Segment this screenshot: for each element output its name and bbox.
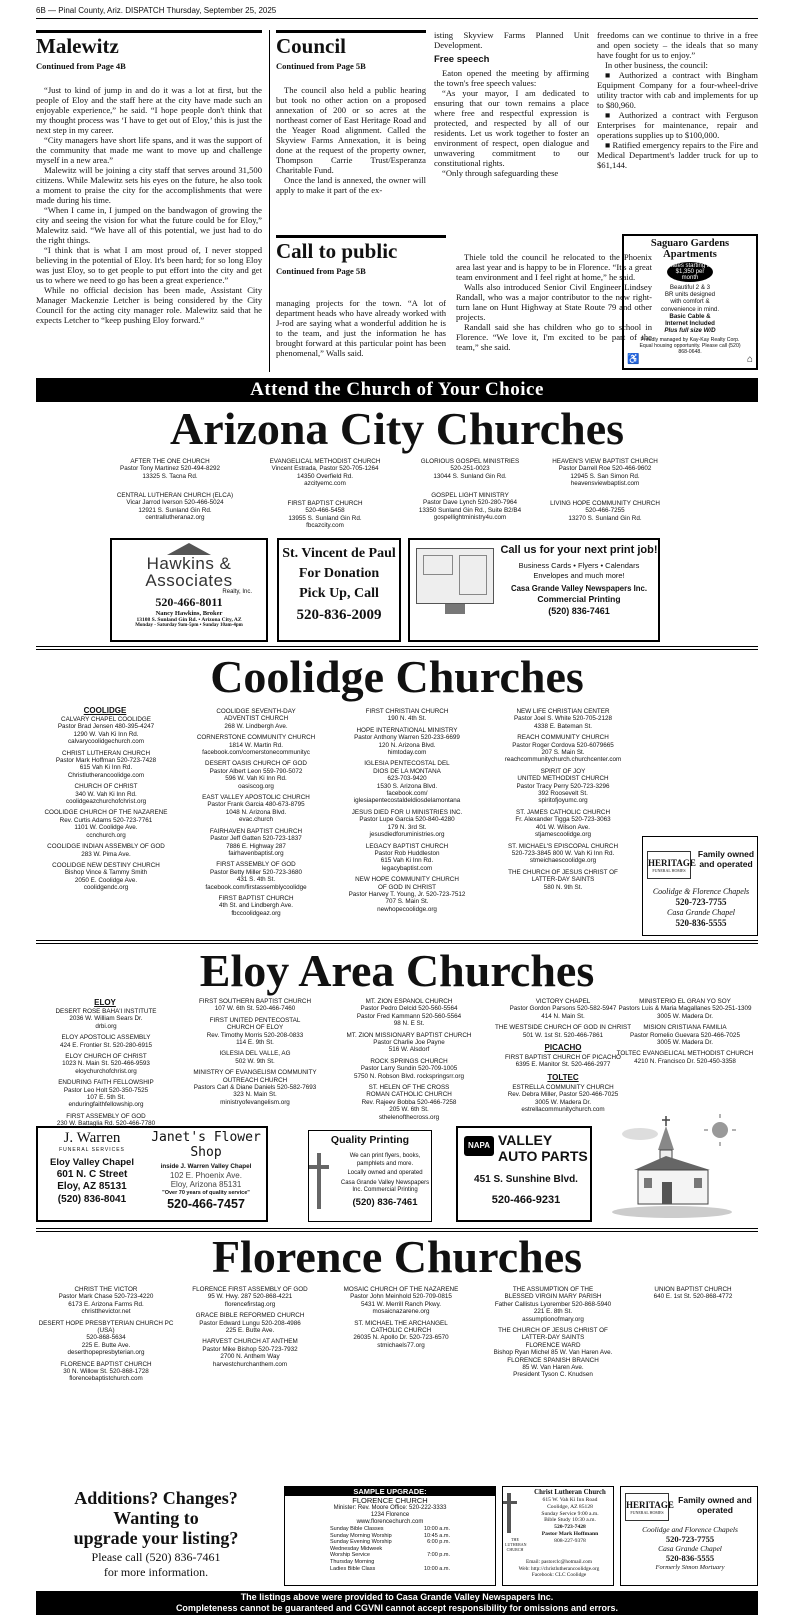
hawkins-name: Hawkins & Associates	[145, 554, 233, 590]
lutheran-facebook: Facebook: CLC Coolidge	[531, 1572, 587, 1578]
warren-logo-sub: FUNERAL SERVICES	[59, 1147, 125, 1153]
church-listing: SPIRIT OF JOY UNITED METHODIST CHURCH Pastor Tracy Perry 520-723-3296 392 Roosevelt St. spiritofjoyumc.org	[516, 767, 610, 805]
stvincent-line: For Donation	[298, 566, 380, 581]
church-listing: MT. ZION ESPANOL CHURCH Pastor Pedro Delcid 520-560-5564 Pastor Fred Kammann 520-560-5564 98 N. E St.	[356, 998, 462, 1028]
napa-logo: NAPA	[464, 1136, 494, 1156]
sample-upgrade-ad	[284, 1486, 496, 1586]
eloy-title: Eloy Area Churches	[199, 945, 595, 996]
coolidge-col-4	[488, 708, 638, 895]
heritage-chapel2: Casa Grande Chapel	[658, 1544, 722, 1553]
qprint-phone: (520) 836-7461	[352, 1196, 418, 1208]
sample-time-label: Thursday Morning	[330, 1558, 375, 1565]
heritage-slogan: Family owned and operated	[678, 1495, 752, 1515]
qprint-title: Quality Printing	[330, 1134, 410, 1146]
qprint-line: Casa Grande Valley Newspapers Inc. Commercial Printing	[340, 1179, 430, 1193]
sample-time-value: 10:00 a.m.	[424, 1526, 450, 1532]
lutheran-web: Web: http://christlutherancoolidge.org	[518, 1565, 600, 1572]
sample-minister: Minister: Rev. Moore Office: 520-222-3333	[333, 1505, 447, 1511]
church-listing: ENDURING FAITH FELLOWSHIP Pastor Leo Holt 520-350-7525 107 E. 5th St. enduringfaithfellowship.org	[58, 1079, 154, 1109]
church-listing: CHURCH OF CHRIST 340 W. Vah Ki Inn Rd. coolidgeazchurchofchrist.org	[65, 783, 147, 806]
council-paragraph: freedoms can we continue to thrive in a free and open society – the ideals that so many have fought for us to enjoy.”	[597, 30, 758, 60]
saguaro-footer: Proudly managed by Kay-Kay Realty Corp. Equal housing opportunity. Please call (520) 868-0648.	[639, 337, 741, 356]
church-listing: FAIRHAVEN BAPTIST CHURCH Pastor Jeff Gatten 520-723-1837 7886 E. Highway 287 fairhavenbaptist.org	[209, 827, 303, 857]
heritage-ad[interactable]	[642, 836, 758, 936]
church-listing: ST. MICHAEL THE ARCHANGEL CATHOLIC CHURCH 26035 N. Apollo Dr. 520-723-6570 stmichaels77.org	[353, 1319, 449, 1349]
flower-line: 102 E. Phoenix Ave.	[170, 1171, 242, 1180]
saguaro-line: Internet Included	[665, 320, 715, 328]
church-listing: THE CHURCH OF JESUS CHRIST OF LATTER-DAY SAINTS 580 N. 9th St.	[508, 868, 618, 891]
council-story	[276, 30, 426, 195]
church-listing: COOLIDGE SEVENTH-DAY ADVENTIST CHURCH 268 W. Lindbergh Ave.	[216, 708, 296, 730]
church-listing: ST. MICHAEL'S EPISCOPAL CHURCH 520-723-3845 800 W. Vah Ki Inn Rd. stmeichaescoolidge.org	[507, 842, 619, 865]
saguaro-line: Basic Cable &	[669, 312, 711, 320]
council-paragraph: ■ Ratified emergency repairs to the Fire and Medical Department's ladder truck for up to $61,144.	[597, 140, 758, 170]
church-listing: IGLESIA DEL VALLE, AG 502 W. 9th St.	[219, 1050, 291, 1065]
church-listing: MT. ZION MISSIONARY BAPTIST CHURCH Pastor Charlie Joe Payne 516 W. Alsdorf	[346, 1031, 472, 1054]
warren-line: Eloy, AZ 85131	[57, 1181, 127, 1192]
cross-icon	[317, 1153, 321, 1209]
warren-ad[interactable]	[36, 1126, 268, 1222]
church-listing: FIRST UNITED PENTECOSTAL CHURCH OF ELOY Rev. Timothy Morris 520-208-0833 114 E. 9th St.	[206, 1016, 304, 1047]
church-listing: REACH COMMUNITY CHURCH Pastor Roger Cordova 520-6079665 207 S. Main St. reachcommunitychurch.churchcenter.com	[504, 734, 622, 764]
coolidge-section-head: COOLIDGE	[83, 706, 127, 715]
call-paragraph: Randall said she has children who go to school in Florence. “We love it, I'm excited to be part of the team,” she said.	[456, 322, 652, 352]
call-paragraph: Thiele told the council he relocated to the Phoenix area last year and is happy to be in Florence. “It's a great team environment and I feel right at home,” he said.	[456, 252, 652, 282]
heritage-phone: 520-836-5555	[675, 918, 727, 928]
call-paragraph: Walls also introduced Senior Civil Engineer Lindsey Randall, who was a major contributor to the new right-turn lane on Hunt Highway at State Route 79 and other projects.	[456, 282, 652, 322]
church-listing: FIRST BAPTIST CHURCH 520-466-5458 13955 S. Sunland Gin Rd. fbcazcity.com	[287, 500, 363, 530]
news-section	[36, 30, 758, 376]
monitor-stand-icon	[445, 604, 465, 614]
print-phone: (520) 836-7461	[548, 606, 610, 616]
coolidge-col-2	[182, 708, 330, 921]
heritage-logo: HERITAGE FUNERAL HOMES	[647, 851, 691, 879]
napa-ad[interactable]	[456, 1126, 592, 1222]
saguaro-line: Beautiful 2 & 3	[669, 284, 711, 291]
saguaro-line: convenience in mind.	[660, 305, 720, 313]
church-listing: COOLIDGE INDIAN ASSEMBLY OF GOD 283 W. Pima Ave.	[47, 843, 165, 858]
lutheran-pastor: Pastor Mark Hoffmann	[541, 1530, 599, 1537]
stvincent-line: St. Vincent de Paul	[282, 546, 396, 561]
page-folio: 6B — Pinal County, Ariz. DISPATCH Thursday, September 25, 2025	[36, 6, 277, 15]
additions-line: upgrade your listing?	[73, 1528, 239, 1548]
additions-line: for more information.	[103, 1565, 209, 1579]
warren-phone: (520) 836-8041	[57, 1194, 127, 1205]
council-subhead: Free speech	[434, 54, 490, 65]
church-listing: FIRST BAPTIST CHURCH 4th St. and Lindbergh Ave. fbccoolidgeaz.org	[218, 894, 294, 917]
church-listing: GLORIOUS GOSPEL MINISTRIES 520-251-0023 13044 S. Sunland Gin Rd.	[420, 458, 520, 480]
print-company: Casa Grande Valley Newspapers Inc.	[510, 584, 648, 593]
saguaro-line: with comfort &	[670, 298, 710, 306]
sample-time-label: Sunday Morning Worship	[330, 1532, 392, 1539]
toltec-section-head: TOLTEC	[547, 1072, 579, 1082]
accessibility-icon: ♿	[627, 354, 640, 365]
church-listing: DESERT ROSE BAHA'I INSTITUTE 2036 W. William Sears Dr. drbi.org	[55, 1008, 157, 1030]
council-column-2	[434, 30, 589, 178]
church-listing: HEAVEN'S VIEW BAPTIST CHURCH Pastor Darrell Roe 520-466-9602 12945 S. San Simon Rd. heavensviewbaptist.com	[552, 458, 658, 488]
heritage-formerly: Formerly Simon Mortuary	[655, 1564, 725, 1571]
church-listing: DESERT HOPE PRESBYTERIAN CHURCH PC (USA) 520-868-5634 225 E. Butte Ave. deserthopepresbyterian.org	[38, 1319, 174, 1357]
lutheran-line: 615 W. Vah Ki Inn Road	[542, 1497, 598, 1503]
church-listing: GOSPEL LIGHT MINISTRY Pastor Dave Lynch 520-280-7964 13350 Sunland Gin Rd., Suite B2/B4 gospellightministry4u.com	[418, 492, 522, 522]
lutheran-title: Christ Lutheran Church	[534, 1489, 606, 1496]
sample-time-value: 10:45 a.m.	[424, 1532, 450, 1539]
saguaro-title: Saguaro Gardens Apartments	[650, 238, 730, 260]
flower-title: Janet's Flower Shop	[151, 1130, 261, 1160]
church-listing: FIRST ASSEMBLY OF GOD 230 W. Battaglia Rd. 520-466-7780	[56, 1112, 156, 1128]
section-rule	[36, 940, 758, 944]
church-listing: CENTRAL LUTHERAN CHURCH (ELCA) Vicar Jarrod Iverson 520-466-5024 12921 S. Sunland Gin Rd. centrallutheranaz.org	[116, 492, 234, 522]
sample-time-value: 7:00 p.m.	[427, 1552, 450, 1559]
sample-time-row	[330, 1566, 450, 1573]
church-listing: FIRST BAPTIST CHURCH OF PICACHO 6395 E. Manitor St. 520-466-2977	[505, 1054, 621, 1069]
church-listing: THE CHURCH OF JESUS CHRIST OF LATTER-DAY SAINTS FLORENCE WARD Bishop Ryan Michel 85 W. Van Haren Ave. FLORENCE SPANISH BRANCH 85 W. Van Haren Ave. President Tyson C. Knudsen	[493, 1327, 613, 1379]
church-listing: FIRST CHRISTIAN CHURCH 190 N. 4th St.	[365, 708, 449, 723]
malewitz-paragraph: While no official decision has been made, Assistant City Manager Mackenzie Letcher is being considered by the City Council for the acting city manager role. Malewitz said that he expects Letcher to “keep pushing Eloy forward.”	[36, 285, 262, 325]
malewitz-continued: Continued from Page 4B	[36, 61, 126, 71]
malewitz-headline: Malewitz	[36, 30, 262, 59]
church-listing: COOLIDGE CHURCH OF THE NAZARENE Rev. Curtis Adams 520-723-7761 1101 W. Coolidge Ave. ccnchurch.org	[44, 809, 168, 839]
lutheran-phone: 520-723-7428	[554, 1524, 586, 1531]
church-listing: FLORENCE FIRST ASSEMBLY OF GOD 95 W. Hwy. 287 520-868-4221 florencefirstag.org	[192, 1286, 308, 1308]
footer-line: Completeness cannot be guaranteed and CGVNI cannot accept responsibility for omissions and errors.	[175, 1603, 619, 1613]
church-listing: COOLIDGE NEW DESTINY CHURCH Bishop Vince & Tammy Smith 2050 E. Coolidge Ave. coolidgendc.org	[52, 861, 160, 892]
print-line: Commercial Printing	[537, 594, 621, 604]
eloy-col-1	[36, 1008, 176, 1132]
church-listing: CORNERSTONE COMMUNITY CHURCH 1814 W. Martin Rd. facebook.com/cornerstonecommunityc	[196, 734, 316, 757]
print-line: Business Cards • Flyers • Calendars	[518, 561, 640, 570]
malewitz-paragraph: “When I came in, I jumped on the bandwagon of growing the city and seeing the vision for what the future could be for Eloy,” Malewitz said. “We have all of this potential, we just had to do the right things.	[36, 205, 262, 245]
sample-time-value: 6:00 p.m.	[427, 1539, 450, 1546]
additions-line: Additions? Changes?	[74, 1488, 238, 1508]
church-listing: NEW HOPE COMMUNITY CHURCH OF GOD IN CHRIST Pastor Harvey T. Young, Jr. 520-723-7512 707 S. Main St. newhopecoolidge.org	[348, 876, 466, 913]
monitor-icon	[416, 548, 494, 604]
saguaro-line: BR units designed	[664, 291, 716, 299]
print-headline: Call us for your next print job!	[500, 544, 658, 556]
lutheran-line: Sunday Service 9:00 a.m.	[541, 1510, 599, 1517]
church-listing: ROCK SPRINGS CHURCH Pastor Larry Sundin 520-709-1005 5750 N. Robson Blvd. rockspringsrr.org	[354, 1057, 464, 1080]
council-headline: Council	[276, 30, 426, 59]
flower-line: inside J. Warren Valley Chapel	[160, 1163, 252, 1170]
eloy-col-2	[180, 998, 330, 1110]
saguaro-badge: Rates starting at $1,350 per month	[668, 263, 712, 281]
heritage-logo: HERITAGE FUNERAL HOMES	[625, 1493, 669, 1521]
sample-time-label: Ladies Bible Class	[330, 1565, 376, 1572]
hawkins-broker: Nancy Hawkins, Broker	[155, 610, 223, 617]
additions-line: Please call (520) 836-7461	[91, 1550, 221, 1564]
church-listing: NEW LIFE CHRISTIAN CENTER Pastor Joel S. White 520-705-2128 4338 E. Bateman St.	[513, 708, 612, 730]
hawkins-ad[interactable]	[110, 538, 268, 642]
lutheran-line: Coolidge, AZ 85128	[547, 1503, 593, 1510]
heritage-ad-2[interactable]	[620, 1486, 758, 1586]
church-listing: VICTORY CHAPEL Pastor Gordon Parsons 520-582-5947 414 N. Main St.	[509, 998, 617, 1020]
church-listing: DESERT OASIS CHURCH OF GOD Pastor Albert Leon 559-790-5072 596 W. Vah Ki Inn Rd. oasiscog.org	[205, 760, 307, 790]
flower-phone: 520-466-7457	[167, 1197, 245, 1211]
florence-title: Florence Churches	[211, 1231, 583, 1282]
council-paragraph: Eaton opened the meeting by affirming the town's free speech values:	[434, 68, 589, 88]
heritage-chapels: Coolidge & Florence Chapels	[652, 887, 750, 896]
church-listing: LIVING HOPE COMMUNITY CHURCH 520-466-7255 13270 S. Sunland Gin Rd.	[550, 500, 660, 522]
eloy-col-3	[334, 998, 484, 1125]
sample-time-row	[330, 1533, 450, 1540]
malewitz-paragraph: “I think that is what I am most proud of, I never stopped believing in the potential of Eloy. It's been hard; for so long Eloy was just Eloy, so to get people to put effort into the city and get us to where we need to go has been a great experience.”	[36, 245, 262, 285]
church-listing: UNION BAPTIST CHURCH 640 E. 1st St. 520-868-4772	[653, 1286, 733, 1301]
church-banner: Attend the Church of Your Choice	[36, 378, 758, 402]
florence-col-4	[478, 1286, 628, 1383]
stvincent-phone: 520-836-2009	[296, 607, 382, 623]
eloy-col-5	[612, 998, 758, 1069]
church-listing: ST. HELEN OF THE CROSS ROMAN CATHOLIC CHURCH Rev. Rajeev Bobba 520-466-7258 205 W. 6th St. sthelenofthecross.org	[361, 1084, 457, 1121]
stvincent-line: Pick Up, Call	[299, 586, 379, 601]
heritage-phone: 520-836-5555	[665, 1553, 715, 1563]
council-paragraph: “Only through safeguarding these	[442, 168, 559, 178]
napa-address: 451 S. Sunshine Blvd.	[474, 1174, 578, 1185]
malewitz-paragraph: “Just to kind of jump in and do it was a lot at first, but the people of Eloy and the staff here at the city have made such an enjoyable experience,” he said. “I hope people don't think that my thought process was ‘I have to get out of Eloy,’ this is just the next step in my career.	[36, 85, 262, 135]
saguaro-ad[interactable]	[622, 234, 758, 370]
malewitz-paragraph: Malewitz will be joining a city staff that serves around 31,500 citizens. While Malewitz sets his eyes on the future, he also took a moment to praise the city for the accomplishments that were made during his time.	[36, 165, 262, 205]
church-listing: LEGACY BAPTIST CHURCH Pastor Rob Huddleston 615 Vah Ki Inn Rd. legacybaptist.com	[365, 842, 449, 872]
sample-time-row	[330, 1552, 450, 1559]
florence-col-3	[326, 1286, 476, 1353]
christ-lutheran-ad[interactable]	[502, 1486, 614, 1586]
flower-line: "Over 70 years of quality service"	[162, 1190, 250, 1196]
coolidge-col-3	[332, 708, 482, 917]
council-paragraph: The council also held a public hearing but took no other action on a proposed annexation of 200 or so acres at the northeast corner of East Heritage Road and the Yeager Road alignment. Called the Skyview Farms Annexation, it is being done at the request of the property owner, Thompson Carrie Trust/Esperanza Charitable Fund.	[276, 85, 426, 175]
print-job-ad[interactable]	[408, 538, 660, 642]
sample-times	[330, 1526, 450, 1572]
footer-line: The listings above were provided to Casa Grande Valley Newspapers Inc.	[240, 1592, 554, 1602]
church-listing: CHRIST LUTHERAN CHURCH Pastor Mark Hoffman 520-723-7428 615 Vah Ki Inn Rd. Christlutherancoolidge.com	[55, 749, 157, 779]
lutheran-line: Bible Study 10:30 a.m.	[544, 1517, 596, 1524]
quality-printing-ad[interactable]	[308, 1130, 432, 1222]
heritage-phone: 520-723-7755	[675, 897, 727, 907]
equal-housing-icon: ⌂	[746, 354, 753, 365]
warren-line: 601 N. C Street	[56, 1169, 128, 1180]
heritage-chapel2: Casa Grande Chapel	[667, 908, 735, 917]
council-paragraph: “As your mayor, I am dedicated to ensuring that our town remains a place where free and respectful expression is protected, and respected by all of our residents. Let us work together to foster an environment of respect, open dialogue and unwavering commitment to our constitutional rights.	[434, 88, 589, 168]
church-listing: ESTRELLA COMMUNITY CHURCH Rev. Debra Miller, Pastor 520-466-7025 3005 W. Madera Dr. estrellacommunitychurch.com	[507, 1083, 619, 1114]
church-listing: ELOY CHURCH OF CHRIST 1023 N. Main St. 520-466-9593 eloychurchofchrist.org	[62, 1053, 150, 1075]
church-listing: THE ASSUMPTION OF THE BLESSED VIRGIN MARY PARISH Father Callistus Lyorember 520-868-5940 221 E. 8th St. assumptionofmary.org	[494, 1286, 612, 1323]
section-rule	[36, 646, 758, 650]
church-listing: ST. JAMES CATHOLIC CHURCH Fr. Alexander Tigga 520-723-3063 401 W. Wilson Ave. stjamescoolidge.org	[515, 808, 611, 839]
church-listing: TOLTEC EVANGELICAL METHODIST CHURCH 4210 N. Francisco Dr. 520-450-3358	[616, 1050, 754, 1065]
church-listing: GRACE BIBLE REFORMED CHURCH Pastor Edward Lungu 520-208-4986 225 E. Butte Ave.	[195, 1312, 305, 1335]
hawkins-phone: 520-466-8011	[155, 595, 223, 609]
florence-col-2	[180, 1286, 320, 1372]
warren-line: Eloy Valley Chapel	[50, 1157, 134, 1168]
church-listing: CALVARY CHAPEL COOLIDGE Pastor Brad Jensen 480-395-4247 1290 W. Vah Ki Inn Rd. calvarycoolidgechurch.com	[57, 716, 155, 746]
sample-time-row	[330, 1559, 450, 1566]
council-continued: Continued from Page 5B	[276, 61, 366, 71]
church-listing: MINISTRY OF EVANGELISM COMMUNITY OUTREACH CHURCH Pastors Carl & Diane Daniels 520-582-7693 323 N. Main St. ministryofevangelism.org	[193, 1069, 317, 1106]
coolidge-title: Coolidge Churches	[210, 651, 584, 702]
malewitz-story	[36, 30, 262, 325]
church-listing: MINISTERIO EL GRAN YO SOY Pastors Luis & Maria Magallanes 520-251-1309 3005 W. Madera Dr.	[618, 998, 752, 1020]
church-listing: FIRST SOUTHERN BAPTIST CHURCH 107 W. 6th St. 520-466-7460	[198, 998, 312, 1013]
sample-head: SAMPLE UPGRADE:	[285, 1487, 495, 1496]
call-continued: Continued from Page 5B	[276, 266, 366, 276]
coolidge-col-1	[36, 716, 176, 896]
hawkins-address: 13108 S. Sunland Gin Rd. • Arizona City, AZ	[136, 617, 242, 623]
call-story	[276, 235, 446, 358]
lutheran-logo: THE LUTHERAN CHURCH	[505, 1537, 527, 1552]
sample-time-row	[330, 1539, 450, 1546]
additions-ad[interactable]	[36, 1486, 276, 1586]
call-headline: Call to public	[276, 235, 446, 264]
sample-time-row	[330, 1526, 450, 1533]
council-paragraph: ■ Authorized a contract with Ferguson Enterprises for maintenance, repair and operations supplies up to $100,000.	[597, 110, 758, 140]
picacho-section-head: PICACHO	[544, 1043, 582, 1053]
call-paragraph: managing projects for the town. “A lot of department heads who have already worked with J-rod are saying what a wonderful addition he is to the team, and just the information he has brought forward at this particular point has been phenomenal,” Walls said.	[276, 298, 446, 358]
council-paragraph: Once the land is annexed, the owner will apply to make it part of the ex-	[276, 175, 426, 195]
council-paragraph: ■ Authorized a contract with Bingham Equipment Company for a four-wheel-drive utility tractor with cab and implements for up to $80,960.	[597, 70, 758, 110]
flower-line: Eloy, Arizona 85131	[170, 1180, 242, 1189]
heritage-chapels: Coolidge and Florence Chapels	[642, 1525, 738, 1534]
saguaro-line: Plus full size W/D	[664, 327, 716, 335]
church-listing: THE WESTSIDE CHURCH OF GOD IN CHRIST 501 W. 1st St. 520-466-7861	[494, 1024, 632, 1039]
napa-title: VALLEY AUTO PARTS	[498, 1132, 588, 1164]
lutheran-email: Email: pastorclc@hotmail.com	[525, 1559, 593, 1565]
florence-col-5	[628, 1286, 758, 1305]
sample-time-label: Worship Service	[330, 1552, 370, 1559]
church-listing: EAST VALLEY APOSTOLIC CHURCH Pastor Frank Garcia 480-673-8795 1048 N. Arizona Blvd. evac.church	[202, 794, 310, 824]
church-listing: EVANGELICAL METHODIST CHURCH Vincent Estrada, Pastor 520-705-1264 14350 Overfield Rd. azcityemc.com	[269, 458, 381, 488]
print-line: Envelopes and much more!	[533, 571, 625, 580]
qprint-line: Locally owned and operated	[347, 1170, 423, 1176]
church-listing: FIRST ASSEMBLY OF GOD Pastor Betty Miller 520-723-3680 431 S. 4th St. facebook.com/firstassemblycoolidge	[205, 861, 307, 891]
sample-time-label: Wednesday Midweek	[330, 1545, 383, 1552]
sample-time-value: 10:00 a.m.	[424, 1565, 450, 1572]
council-paragraph: In other business, the council:	[605, 60, 708, 70]
hawkins-tag: Realty, Inc.	[222, 589, 252, 595]
florence-col-1	[36, 1286, 176, 1387]
church-listing: FLORENCE BAPTIST CHURCH 30 N. Willow St. 520-868-1728 florencebaptistchurch.com	[60, 1360, 152, 1383]
church-listing: CHRIST THE VICTOR Pastor Mark Chase 520-723-4220 6173 E. Arizona Farms Rd. christthevictor.net	[58, 1286, 154, 1316]
malewitz-paragraph: “City managers have short life spans, and it was the support of the community that made me want to move up and challenge myself in a new area.”	[36, 135, 262, 165]
folio-rule	[36, 18, 758, 19]
church-listing: JESUS DIED FOR U MINISTRIES INC. Pastor Lupe Garcia 520-840-4280 179 N. 3rd St. jesusdiedforuministries.org	[351, 808, 463, 839]
column-rule	[269, 30, 270, 372]
additions-line: Wanting to	[113, 1508, 199, 1528]
church-listing: HOPE INTERNATIONAL MINISTRY Pastor Anthony Warren 520-233-6699 120 N. Arizona Blvd. himtoday.com	[354, 726, 460, 757]
sample-time-label: Sunday Evening Worship	[330, 1539, 392, 1546]
arizona-city-title: Arizona City Churches	[169, 403, 625, 454]
napa-phone: 520-466-9231	[491, 1194, 561, 1206]
sample-time-row	[330, 1546, 450, 1553]
footer-disclaimer	[36, 1591, 758, 1615]
lutheran-phone2: 808-227-9378	[554, 1537, 586, 1544]
council-paragraph: isting Skyview Farms Planned Unit Development.	[434, 30, 589, 50]
sample-web: www.florencechurch.com	[356, 1519, 424, 1525]
warren-logo: J. Warren	[63, 1130, 121, 1146]
church-illustration-icon	[610, 1112, 744, 1224]
church-listing: AFTER THE ONE CHURCH Pastor Tony Martinez 520-494-8292 13325 S. Tacna Rd.	[120, 458, 220, 480]
church-listing: ELOY APOSTOLIC ASSEMBLY 424 E. Frontier St. 520-280-6915	[59, 1034, 153, 1049]
council-column-3	[597, 30, 758, 170]
sample-address: 1234 Florence	[370, 1512, 410, 1518]
stvincent-ad[interactable]	[277, 538, 401, 642]
church-listing: MOSAIC CHURCH OF THE NAZARENE Pastor John Meinhold 520-709-0815 5431 W. Merrill Ranch Pkwy. mosaicnazarene.org	[343, 1286, 459, 1316]
qprint-line: We can print flyers, books, pamphlets and more.	[349, 1153, 421, 1167]
heritage-slogan: Family owned and operated	[697, 849, 755, 869]
heritage-phone: 520-723-7755	[665, 1534, 715, 1544]
sample-name: FLORENCE CHURCH	[352, 1496, 428, 1505]
church-listing: MISION CRISTIANA FAMILIA Pastor Romelio Guevara 520-466-7025 3005 W. Madera Dr.	[630, 1024, 740, 1047]
cross-icon	[507, 1493, 511, 1533]
hawkins-hours: Monday - Saturday 9am-5pm • Sunday 10am-4pm	[135, 623, 243, 628]
church-listing: HARVEST CHURCH AT ANTHEM Pastor Mike Bishop 520-723-7932 2700 N. Anthem Way harvestchurchanthem.com	[202, 1338, 298, 1368]
sample-time-label: Sunday Bible Classes	[330, 1526, 384, 1532]
eloy-section-head: ELOY	[94, 998, 116, 1007]
church-listing: IGLESIA PENTECOSTAL DEL DIOS DE LA MONTANA 623-703-9420 1530 S. Arizona Blvd. facebook.com/ iglesiapentecostaldeldiosdelamontana	[353, 760, 461, 805]
